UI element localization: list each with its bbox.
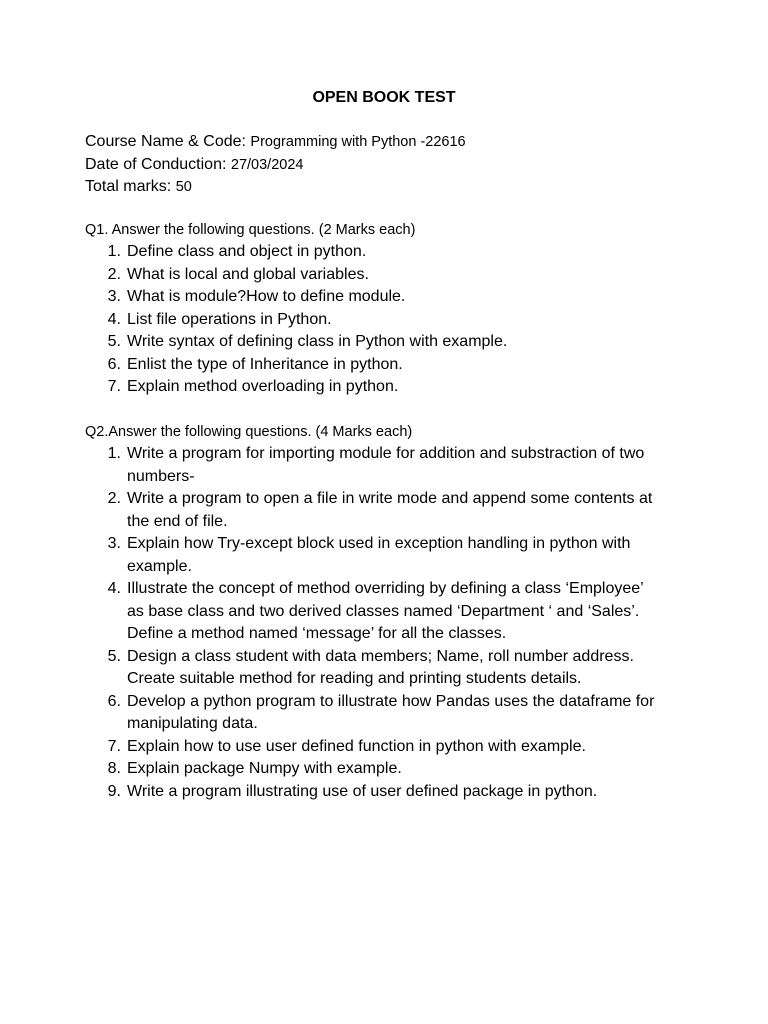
question-text: Explain how Try-except block used in exception handling in python with example. [127, 535, 631, 575]
q2-question-item [85, 578, 655, 646]
q2-question-list [85, 443, 655, 803]
question-text: Write syntax of defining class in Python with example. [127, 333, 508, 350]
question-text: Define class and object in python. [127, 243, 367, 260]
question-text: Illustrate the concept of method overriding by defining a class ‘Employee’ as base class and two derived classes named ‘Department ‘ and ‘Sales’. Define a method named ‘message’ for all the classes. [127, 580, 644, 642]
marks-line [85, 176, 466, 199]
q2-question-item [85, 488, 655, 533]
question-number: 8. [107, 760, 121, 777]
question-text: Develop a python program to illustrate how Pandas uses the dataframe for manipulating data. [127, 692, 655, 732]
question-number: 1. [107, 445, 121, 462]
question-text: Explain package Numpy with example. [127, 760, 402, 777]
q1-question-item [85, 376, 645, 399]
question-text: Enlist the type of Inheritance in python. [127, 355, 403, 373]
question-number: 3. [107, 288, 121, 305]
page-title: OPEN BOOK TEST [312, 89, 456, 106]
q1-question-item [85, 331, 645, 354]
question-text: What is module?How to define module. [127, 288, 406, 305]
question-number: 6. [107, 692, 121, 710]
course-value: Programming with Python -22616 [250, 134, 466, 150]
q2-heading: Q2.Answer the following questions. (4 Marks each) [85, 424, 413, 440]
question-number: 6. [107, 355, 121, 373]
question-number: 2. [107, 490, 121, 507]
course-line [85, 131, 466, 154]
q2-question-item [85, 758, 667, 781]
question-text: Design a class student with data members; Name, roll number address. Create suitable method for reading and printing students details. [127, 647, 634, 687]
question-text: Write a program to open a file in write mode and append some contents at the end of file. [127, 490, 653, 530]
q2-question-item [85, 736, 667, 759]
q1-question-item [85, 241, 645, 264]
q1-question-item [85, 264, 645, 287]
question-number: 5. [107, 333, 121, 350]
question-number: 2. [107, 265, 121, 283]
q2-question-item [85, 691, 667, 736]
q2-question-item [85, 646, 655, 691]
question-text: List file operations in Python. [127, 310, 332, 328]
question-number: 7. [107, 737, 121, 755]
question-number: 7. [107, 378, 121, 395]
question-text: Write a program for importing module for addition and substraction of two numbers- [127, 445, 645, 485]
q1-heading: Q1. Answer the following questions. (2 Marks each) [85, 222, 416, 238]
question-number: 5. [107, 647, 121, 665]
course-label: Course Name & Code: [85, 133, 246, 150]
q1-question-item [85, 286, 645, 309]
question-number: 4. [107, 310, 121, 328]
question-text: Explain method overloading in python. [127, 378, 399, 395]
date-value: 27/03/2024 [230, 156, 304, 173]
question-number: 9. [107, 782, 121, 800]
question-number: 4. [107, 580, 121, 597]
question-number: 3. [107, 535, 121, 552]
q2-question-item [85, 781, 667, 804]
q1-question-item [85, 309, 645, 332]
course-info [85, 131, 466, 199]
question-text: Explain how to use user defined function in python with example. [127, 737, 586, 755]
question-number: 1. [107, 243, 121, 260]
q2-question-item [85, 533, 655, 578]
question-text: What is local and global variables. [127, 265, 369, 283]
marks-label: Total marks: [85, 178, 172, 195]
q1-question-item [85, 354, 645, 377]
date-label: Date of Conduction: [85, 155, 227, 173]
date-line [85, 154, 466, 177]
q1-question-list [85, 241, 645, 399]
marks-value: 50 [175, 179, 192, 195]
question-text: Write a program illustrating use of user defined package in python. [127, 782, 598, 800]
q2-question-item [85, 443, 655, 488]
